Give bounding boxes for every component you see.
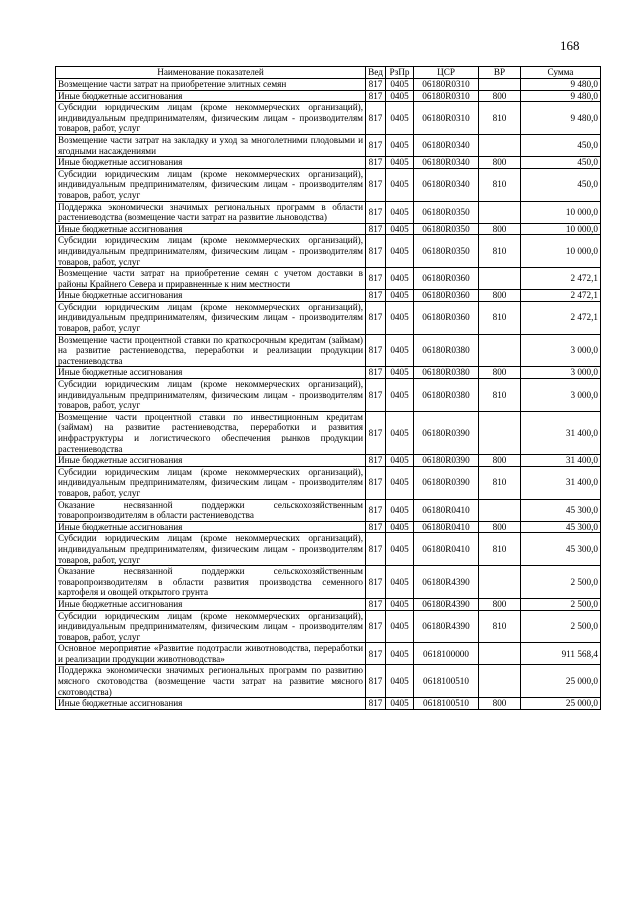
cell-sum: 9 480,0 — [521, 102, 601, 135]
cell-ved: 817 — [366, 466, 386, 499]
cell-csr: 06180R0380 — [414, 334, 479, 367]
cell-sum: 450,0 — [521, 134, 601, 156]
cell-name: Возмещение части затрат на приобретение элитных семян — [56, 79, 366, 91]
cell-rzpr: 0405 — [386, 290, 414, 302]
cell-ved: 817 — [366, 134, 386, 156]
cell-rzpr: 0405 — [386, 367, 414, 379]
cell-name: Иные бюджетные ассигнования — [56, 698, 366, 710]
table-row — [56, 499, 601, 521]
table-row — [56, 367, 601, 379]
table-row — [56, 566, 601, 599]
cell-sum: 45 300,0 — [521, 499, 601, 521]
cell-rzpr: 0405 — [386, 168, 414, 201]
cell-csr: 06180R0340 — [414, 157, 479, 169]
cell-sum: 25 000,0 — [521, 698, 601, 710]
cell-csr: 0618100000 — [414, 643, 479, 665]
cell-rzpr: 0405 — [386, 610, 414, 643]
table-row — [56, 521, 601, 533]
cell-ved: 817 — [366, 521, 386, 533]
cell-csr: 06180R0390 — [414, 466, 479, 499]
cell-csr: 06180R0380 — [414, 379, 479, 412]
table-row — [56, 643, 601, 665]
table-row — [56, 168, 601, 201]
table-row — [56, 698, 601, 710]
table-row — [56, 134, 601, 156]
cell-sum: 3 000,0 — [521, 334, 601, 367]
table-row — [56, 223, 601, 235]
cell-rzpr: 0405 — [386, 598, 414, 610]
cell-name: Поддержка экономически значимых региональных программ в области растениеводства (возмещение части затрат на развитие льноводства) — [56, 201, 366, 223]
cell-rzpr: 0405 — [386, 521, 414, 533]
cell-vr — [479, 201, 521, 223]
cell-sum: 450,0 — [521, 168, 601, 201]
table-row — [56, 301, 601, 334]
budget-table — [55, 66, 601, 710]
cell-vr: 810 — [479, 466, 521, 499]
cell-csr: 06180R0410 — [414, 533, 479, 566]
cell-ved: 817 — [366, 455, 386, 467]
cell-sum: 31 400,0 — [521, 466, 601, 499]
cell-rzpr: 0405 — [386, 411, 414, 454]
cell-ved: 817 — [366, 79, 386, 91]
cell-name: Возмещение части затрат на закладку и уход за многолетними плодовыми и ягодными насаждениями — [56, 134, 366, 156]
cell-sum: 9 480,0 — [521, 90, 601, 102]
cell-vr: 810 — [479, 168, 521, 201]
cell-vr — [479, 268, 521, 290]
table-row — [56, 455, 601, 467]
cell-ved: 817 — [366, 157, 386, 169]
cell-ved: 817 — [366, 533, 386, 566]
cell-csr: 06180R0360 — [414, 290, 479, 302]
cell-rzpr: 0405 — [386, 235, 414, 268]
cell-ved: 817 — [366, 411, 386, 454]
cell-name: Возмещение части затрат на приобретение семян с учетом доставки в районы Крайнего Севера и приравненные к ним местности — [56, 268, 366, 290]
cell-sum: 2 500,0 — [521, 598, 601, 610]
cell-name: Субсидии юридическим лицам (кроме некоммерческих организаций), индивидуальным предпринимателям, физическим лицам - производителям товаров, работ, услуг — [56, 168, 366, 201]
table-row — [56, 157, 601, 169]
header-sum: Сумма — [521, 67, 601, 79]
cell-ved: 817 — [366, 290, 386, 302]
cell-name: Субсидии юридическим лицам (кроме некоммерческих организаций), индивидуальным предпринимателям, физическим лицам - производителям товаров, работ, услуг — [56, 533, 366, 566]
cell-ved: 817 — [366, 499, 386, 521]
cell-sum: 3 000,0 — [521, 367, 601, 379]
table-row — [56, 102, 601, 135]
table-row — [56, 268, 601, 290]
cell-rzpr: 0405 — [386, 499, 414, 521]
cell-name: Субсидии юридическим лицам (кроме некоммерческих организаций), индивидуальным предпринимателям, физическим лицам - производителям товаров, работ, услуг — [56, 466, 366, 499]
cell-csr: 06180R0310 — [414, 90, 479, 102]
cell-name: Оказание несвязанной поддержки сельскохозяйственным товаропроизводителям в области растениеводства — [56, 499, 366, 521]
cell-name: Возмещение части процентной ставки по инвестиционным кредитам (займам) на развитие растениеводства, переработки и развития инфраструктуры и логистического обеспечения рынков продукции растениеводства — [56, 411, 366, 454]
cell-vr: 800 — [479, 367, 521, 379]
table-row — [56, 598, 601, 610]
cell-csr: 06180R0340 — [414, 134, 479, 156]
cell-name: Иные бюджетные ассигнования — [56, 598, 366, 610]
cell-name: Иные бюджетные ассигнования — [56, 367, 366, 379]
cell-vr: 800 — [479, 157, 521, 169]
cell-ved: 817 — [366, 102, 386, 135]
cell-sum: 2 472,1 — [521, 301, 601, 334]
cell-name: Иные бюджетные ассигнования — [56, 90, 366, 102]
cell-vr: 800 — [479, 90, 521, 102]
cell-name: Иные бюджетные ассигнования — [56, 521, 366, 533]
cell-sum: 2 500,0 — [521, 566, 601, 599]
cell-csr: 0618100510 — [414, 665, 479, 698]
cell-name: Поддержка экономически значимых региональных программ по развитию мясного скотоводства (возмещение части затрат на развитие мясного скотоводства) — [56, 665, 366, 698]
cell-sum: 25 000,0 — [521, 665, 601, 698]
header-ved: Вед — [366, 67, 386, 79]
table-row — [56, 466, 601, 499]
cell-sum: 31 400,0 — [521, 455, 601, 467]
cell-vr — [479, 79, 521, 91]
cell-name: Иные бюджетные ассигнования — [56, 290, 366, 302]
cell-csr: 06180R0380 — [414, 367, 479, 379]
cell-csr: 06180R0310 — [414, 79, 479, 91]
cell-vr: 800 — [479, 521, 521, 533]
cell-vr — [479, 665, 521, 698]
cell-rzpr: 0405 — [386, 533, 414, 566]
cell-vr: 810 — [479, 301, 521, 334]
cell-csr: 06180R0410 — [414, 499, 479, 521]
table-row — [56, 201, 601, 223]
cell-ved: 817 — [366, 698, 386, 710]
cell-rzpr: 0405 — [386, 698, 414, 710]
cell-ved: 817 — [366, 334, 386, 367]
cell-vr — [479, 334, 521, 367]
cell-csr: 06180R4390 — [414, 598, 479, 610]
cell-ved: 817 — [366, 665, 386, 698]
cell-rzpr: 0405 — [386, 455, 414, 467]
cell-name: Иные бюджетные ассигнования — [56, 157, 366, 169]
cell-sum: 2 472,1 — [521, 290, 601, 302]
cell-csr: 06180R0310 — [414, 102, 479, 135]
cell-ved: 817 — [366, 201, 386, 223]
table-row — [56, 334, 601, 367]
cell-vr — [479, 134, 521, 156]
cell-name: Субсидии юридическим лицам (кроме некоммерческих организаций), индивидуальным предпринимателям, физическим лицам - производителям товаров, работ, услуг — [56, 379, 366, 412]
cell-name: Основное мероприятие «Развитие подотрасли животноводства, переработки и реализации продукции животноводства» — [56, 643, 366, 665]
cell-vr: 800 — [479, 290, 521, 302]
cell-ved: 817 — [366, 235, 386, 268]
cell-ved: 817 — [366, 168, 386, 201]
cell-csr: 06180R0360 — [414, 268, 479, 290]
cell-ved: 817 — [366, 223, 386, 235]
cell-rzpr: 0405 — [386, 268, 414, 290]
table-row — [56, 79, 601, 91]
cell-vr: 800 — [479, 223, 521, 235]
cell-name: Иные бюджетные ассигнования — [56, 223, 366, 235]
cell-csr: 06180R4390 — [414, 610, 479, 643]
cell-name: Возмещение части процентной ставки по краткосрочным кредитам (займам) на развитие растениеводства, переработки и реализации продукции растениеводства — [56, 334, 366, 367]
cell-csr: 06180R0340 — [414, 168, 479, 201]
cell-rzpr: 0405 — [386, 79, 414, 91]
cell-sum: 10 000,0 — [521, 223, 601, 235]
cell-vr: 810 — [479, 379, 521, 412]
table-row — [56, 610, 601, 643]
cell-name: Субсидии юридическим лицам (кроме некоммерческих организаций), индивидуальным предпринимателям, физическим лицам - производителям товаров, работ, услуг — [56, 301, 366, 334]
cell-csr: 06180R0390 — [414, 455, 479, 467]
header-rzpr: РзПр — [386, 67, 414, 79]
cell-ved: 817 — [366, 268, 386, 290]
cell-sum: 450,0 — [521, 157, 601, 169]
cell-csr: 06180R0390 — [414, 411, 479, 454]
cell-vr: 800 — [479, 698, 521, 710]
cell-rzpr: 0405 — [386, 643, 414, 665]
cell-name: Оказание несвязанной поддержки сельскохозяйственным товаропроизводителям в области развития производства семенного картофеля и овощей открытого грунта — [56, 566, 366, 599]
cell-vr — [479, 499, 521, 521]
cell-rzpr: 0405 — [386, 301, 414, 334]
cell-sum: 10 000,0 — [521, 201, 601, 223]
cell-rzpr: 0405 — [386, 90, 414, 102]
table-row — [56, 533, 601, 566]
cell-ved: 817 — [366, 90, 386, 102]
cell-rzpr: 0405 — [386, 223, 414, 235]
cell-vr: 810 — [479, 102, 521, 135]
cell-rzpr: 0405 — [386, 102, 414, 135]
cell-ved: 817 — [366, 301, 386, 334]
cell-ved: 817 — [366, 566, 386, 599]
table-row — [56, 665, 601, 698]
cell-vr: 810 — [479, 533, 521, 566]
cell-sum: 911 568,4 — [521, 643, 601, 665]
cell-ved: 817 — [366, 610, 386, 643]
cell-sum: 45 300,0 — [521, 521, 601, 533]
cell-csr: 06180R0350 — [414, 235, 479, 268]
cell-ved: 817 — [366, 643, 386, 665]
cell-ved: 817 — [366, 379, 386, 412]
cell-rzpr: 0405 — [386, 134, 414, 156]
cell-vr: 800 — [479, 598, 521, 610]
table-header-row — [56, 67, 601, 79]
cell-sum: 10 000,0 — [521, 235, 601, 268]
cell-vr: 810 — [479, 235, 521, 268]
cell-vr — [479, 566, 521, 599]
cell-sum: 3 000,0 — [521, 379, 601, 412]
cell-name: Субсидии юридическим лицам (кроме некоммерческих организаций), индивидуальным предпринимателям, физическим лицам - производителям товаров, работ, услуг — [56, 102, 366, 135]
cell-csr: 06180R0410 — [414, 521, 479, 533]
cell-name: Иные бюджетные ассигнования — [56, 455, 366, 467]
header-csr: ЦСР — [414, 67, 479, 79]
table-row — [56, 411, 601, 454]
table-row — [56, 290, 601, 302]
cell-csr: 06180R0360 — [414, 301, 479, 334]
page-number: 168 — [560, 38, 580, 53]
cell-rzpr: 0405 — [386, 157, 414, 169]
cell-sum: 2 500,0 — [521, 610, 601, 643]
cell-sum: 9 480,0 — [521, 79, 601, 91]
cell-csr: 06180R0350 — [414, 223, 479, 235]
cell-csr: 06180R0350 — [414, 201, 479, 223]
cell-vr — [479, 643, 521, 665]
cell-ved: 817 — [366, 367, 386, 379]
cell-csr: 06180R4390 — [414, 566, 479, 599]
cell-rzpr: 0405 — [386, 665, 414, 698]
table-row — [56, 379, 601, 412]
cell-vr: 800 — [479, 455, 521, 467]
table-row — [56, 235, 601, 268]
cell-vr: 810 — [479, 610, 521, 643]
cell-rzpr: 0405 — [386, 379, 414, 412]
cell-vr — [479, 411, 521, 454]
cell-sum: 31 400,0 — [521, 411, 601, 454]
header-name: Наименование показателей — [56, 67, 366, 79]
cell-rzpr: 0405 — [386, 334, 414, 367]
header-vr: ВР — [479, 67, 521, 79]
cell-name: Субсидии юридическим лицам (кроме некоммерческих организаций), индивидуальным предпринимателям, физическим лицам - производителям товаров, работ, услуг — [56, 235, 366, 268]
cell-name: Субсидии юридическим лицам (кроме некоммерческих организаций), индивидуальным предпринимателям, физическим лицам - производителям товаров, работ, услуг — [56, 610, 366, 643]
cell-sum: 2 472,1 — [521, 268, 601, 290]
cell-rzpr: 0405 — [386, 201, 414, 223]
cell-rzpr: 0405 — [386, 466, 414, 499]
table-row — [56, 90, 601, 102]
cell-csr: 0618100510 — [414, 698, 479, 710]
cell-sum: 45 300,0 — [521, 533, 601, 566]
cell-ved: 817 — [366, 598, 386, 610]
cell-rzpr: 0405 — [386, 566, 414, 599]
